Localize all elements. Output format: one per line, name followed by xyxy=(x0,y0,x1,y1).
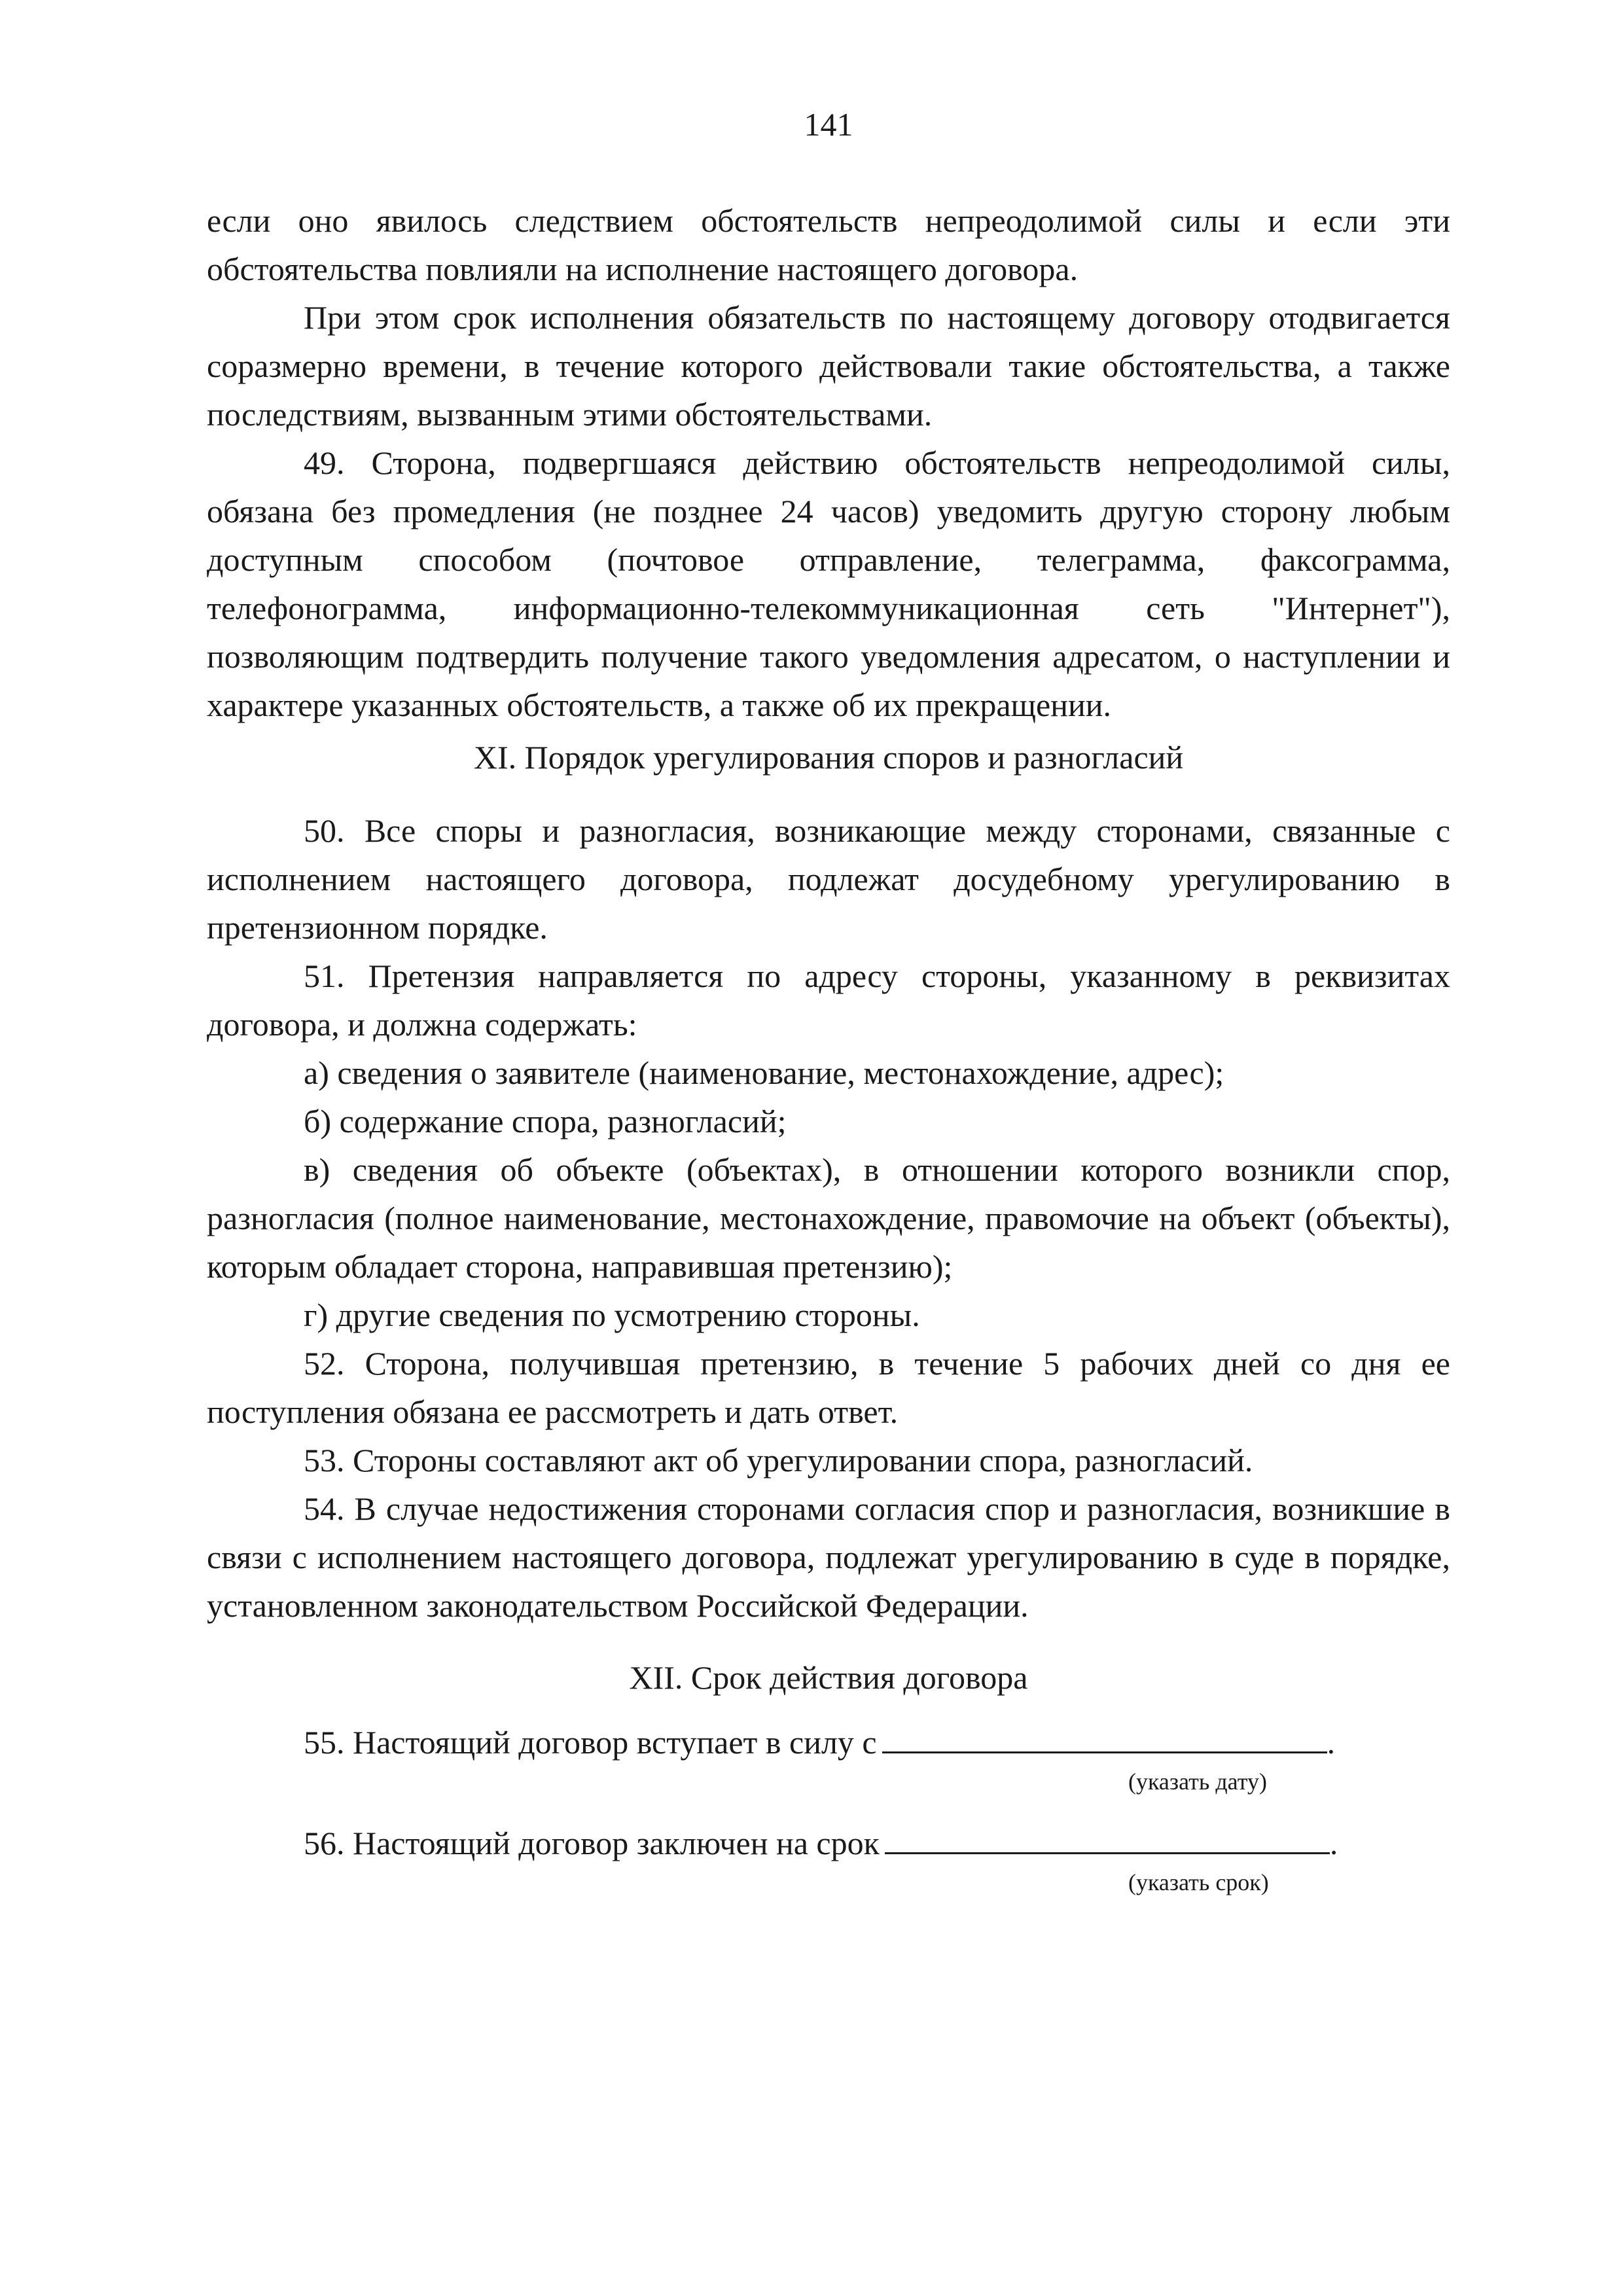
paragraph-53: 53. Стороны составляют акт об урегулировании спора, разногласий. xyxy=(304,1442,1253,1479)
paragraph-51-g: г) другие сведения по усмотрению стороны. xyxy=(304,1297,920,1333)
field-caption-term xyxy=(1128,1868,1573,1897)
field-label-effective-date: 55. Настоящий договор вступает в силу с xyxy=(304,1724,877,1761)
field-end-mark: . xyxy=(1327,1724,1336,1761)
section-12-title: XII. Срок действия договора xyxy=(629,1659,1028,1696)
paragraph-force-majeure-term: При этом срок исполнения обязательств по настоящему договору отодвигается соразмерно времени, в течение которого действовали такие обстоятельства, а также последствиям, вызванным этими обстоятельствами. xyxy=(207,299,1450,433)
section-11-title: XI. Порядок урегулирования споров и разногласий xyxy=(473,739,1184,776)
paragraph-51: 51. Претензия направляется по адресу стороны, указанному в реквизитах договора, и должна содержать: xyxy=(207,958,1450,1043)
caption-term-text: (указать срок) xyxy=(1128,1869,1269,1895)
field-label-term: 56. Настоящий договор заключен на срок xyxy=(304,1825,880,1861)
caption-date-text: (указать дату) xyxy=(1128,1768,1267,1795)
term-blank-line[interactable] xyxy=(885,1818,1330,1854)
field-caption-date xyxy=(1128,1767,1573,1796)
paragraph-49: 49. Сторона, подвергшаяся действию обстоятельств непреодолимой силы, обязана без промедления (не позднее 24 часов) уведомить другую сторону любым доступным способом (почтовое отправление, телеграмма, факсограмма, телефонограмма, информационно-телекоммуникационная сеть "Интернет"), позволяющим подтвердить получение такого уведомления адресатом, о наступлении и характере указанных обстоятельств, а также об их прекращении. xyxy=(207,444,1450,723)
paragraph-continuation: если оно явилось следствием обстоятельств непреодолимой силы и если эти обстоятельства повлияли на исполнение настоящего договора. xyxy=(207,202,1450,287)
paragraph-51-v: в) сведения об объекте (объектах), в отношении которого возникли спор, разногласия (полное наименование, местонахождение, правомочие на объект (объекты), которым обладает сторона, направившая претензию); xyxy=(207,1151,1450,1285)
page-number: 141 xyxy=(804,106,853,143)
paragraph-51-a: а) сведения о заявителе (наименование, местонахождение, адрес); xyxy=(304,1054,1224,1091)
date-blank-line[interactable] xyxy=(882,1717,1327,1753)
field-end-mark: . xyxy=(1329,1825,1338,1861)
paragraph-52: 52. Сторона, получившая претензию, в течение 5 рабочих дней со дня ее поступления обязана ее рассмотреть и дать ответ. xyxy=(207,1345,1450,1430)
document-page xyxy=(207,0,1450,2296)
paragraph-50: 50. Все споры и разногласия, возникающие между сторонами, связанные с исполнением настоящего договора, подлежат досудебному урегулированию в претензионном порядке. xyxy=(207,812,1450,946)
document-body xyxy=(207,196,1450,1919)
paragraph-51-b: б) содержание спора, разногласий; xyxy=(304,1103,787,1139)
field-row-effective-date xyxy=(207,1717,1450,1766)
paragraph-54: 54. В случае недостижения сторонами согласия спор и разногласия, возникшие в связи с исполнением настоящего договора, подлежат урегулированию в суде в порядке, установленном законодательством Российской Федерации. xyxy=(207,1490,1450,1624)
field-row-term xyxy=(207,1818,1450,1867)
